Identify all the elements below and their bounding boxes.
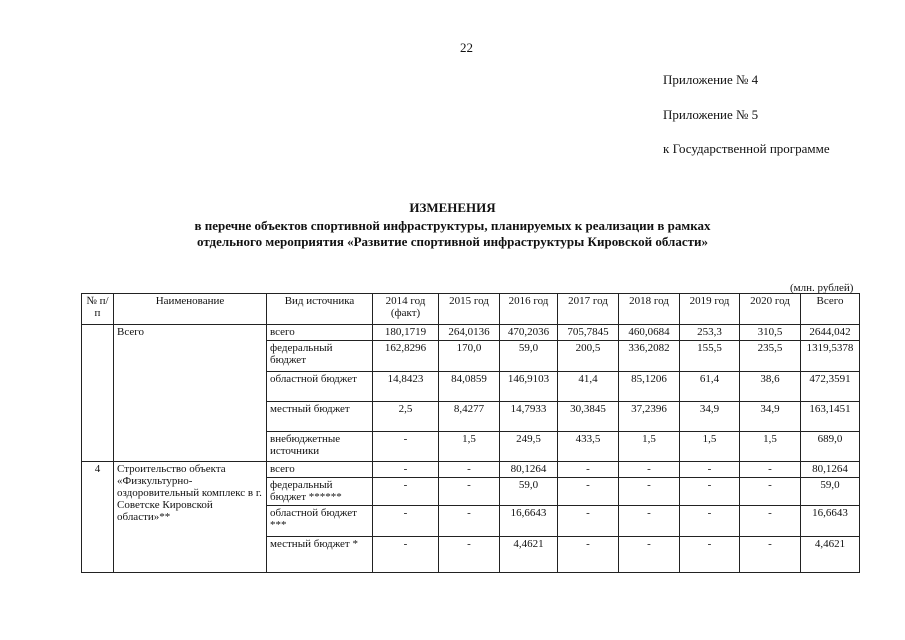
value-cell: 59,0 (500, 478, 558, 506)
value-cell: 235,5 (740, 341, 801, 372)
value-cell: 41,4 (558, 372, 619, 402)
table-body (82, 325, 860, 573)
appendix-line-1: Приложение № 4 (663, 72, 759, 87)
value-cell: 146,9103 (500, 372, 558, 402)
value-cell: 59,0 (500, 341, 558, 372)
object-name: Всего (114, 325, 267, 462)
value-cell: 1,5 (619, 432, 680, 462)
value-cell: - (373, 478, 439, 506)
value-cell: 705,7845 (558, 325, 619, 341)
value-cell: 85,1206 (619, 372, 680, 402)
value-cell: - (439, 478, 500, 506)
column-header: № п/п (82, 294, 114, 325)
object-name: Строительство объекта «Физкультурно-оздоровительный комплекс в г. Советске Кировской области»** (114, 462, 267, 573)
value-cell: 2644,042 (801, 325, 860, 341)
value-cell: 336,2082 (619, 341, 680, 372)
row-number (82, 325, 114, 462)
document-title-line-2: отдельного мероприятия «Развитие спортивной инфраструктуры Кировской области» (196, 234, 708, 249)
value-cell: 689,0 (801, 432, 860, 462)
document-title-line-1: в перечне объектов спортивной инфраструктуры, планируемых к реализации в рамках (194, 218, 711, 233)
value-cell: 4,4621 (801, 537, 860, 573)
value-cell: 34,9 (680, 402, 740, 432)
value-cell: - (558, 462, 619, 478)
value-cell: 16,6643 (801, 506, 860, 537)
value-cell: 14,8423 (373, 372, 439, 402)
funding-source: областной бюджет (267, 372, 373, 402)
value-cell: 30,3845 (558, 402, 619, 432)
column-header: Вид источника (267, 294, 373, 325)
value-cell: 4,4621 (500, 537, 558, 573)
value-cell: - (740, 478, 801, 506)
value-cell: 80,1264 (500, 462, 558, 478)
infrastructure-table (81, 293, 860, 573)
funding-source: внебюджетные источники (267, 432, 373, 462)
value-cell: - (439, 462, 500, 478)
value-cell: - (680, 506, 740, 537)
value-cell: 14,7933 (500, 402, 558, 432)
page-number: 22 (460, 40, 473, 55)
value-cell: 8,4277 (439, 402, 500, 432)
value-cell: - (619, 506, 680, 537)
value-cell: - (740, 506, 801, 537)
funding-source: всего (267, 325, 373, 341)
value-cell: - (373, 506, 439, 537)
table-header-row (82, 294, 860, 325)
document-heading: ИЗМЕНЕНИЯ (409, 200, 496, 215)
value-cell: 84,0859 (439, 372, 500, 402)
row-number: 4 (82, 462, 114, 573)
value-cell: - (619, 462, 680, 478)
value-cell: 249,5 (500, 432, 558, 462)
column-header: Всего (801, 294, 860, 325)
value-cell: 37,2396 (619, 402, 680, 432)
column-header: 2017 год (558, 294, 619, 325)
value-cell: - (558, 478, 619, 506)
value-cell: 200,5 (558, 341, 619, 372)
funding-source: местный бюджет * (267, 537, 373, 573)
column-header: 2014 год (факт) (373, 294, 439, 325)
value-cell: 433,5 (558, 432, 619, 462)
value-cell: 1,5 (680, 432, 740, 462)
appendix-line-3: к Государственной программе (663, 141, 830, 156)
value-cell: 1,5 (740, 432, 801, 462)
column-header: Наименование (114, 294, 267, 325)
value-cell: 38,6 (740, 372, 801, 402)
value-cell: 1319,5378 (801, 341, 860, 372)
value-cell: 180,1719 (373, 325, 439, 341)
value-cell: - (558, 506, 619, 537)
value-cell: 472,3591 (801, 372, 860, 402)
value-cell: 59,0 (801, 478, 860, 506)
unit-note: (млн. рублей) (790, 282, 854, 294)
column-header: 2016 год (500, 294, 558, 325)
value-cell: - (740, 537, 801, 573)
value-cell: 163,1451 (801, 402, 860, 432)
value-cell: 310,5 (740, 325, 801, 341)
value-cell: 460,0684 (619, 325, 680, 341)
table-row (82, 462, 860, 478)
value-cell: 170,0 (439, 341, 500, 372)
table-row (82, 325, 860, 341)
funding-source: федеральный бюджет (267, 341, 373, 372)
value-cell: 1,5 (439, 432, 500, 462)
value-cell: - (439, 537, 500, 573)
funding-source: местный бюджет (267, 402, 373, 432)
value-cell: - (680, 537, 740, 573)
value-cell: - (680, 478, 740, 506)
value-cell: 470,2036 (500, 325, 558, 341)
value-cell: - (558, 537, 619, 573)
column-header: 2015 год (439, 294, 500, 325)
value-cell: 264,0136 (439, 325, 500, 341)
value-cell: - (373, 537, 439, 573)
funding-source: областной бюджет *** (267, 506, 373, 537)
value-cell: 162,8296 (373, 341, 439, 372)
value-cell: 16,6643 (500, 506, 558, 537)
value-cell: - (680, 462, 740, 478)
column-header: 2018 год (619, 294, 680, 325)
column-header: 2020 год (740, 294, 801, 325)
value-cell: 34,9 (740, 402, 801, 432)
appendix-line-2: Приложение № 5 (663, 107, 759, 122)
value-cell: 253,3 (680, 325, 740, 341)
value-cell: - (740, 462, 801, 478)
value-cell: 80,1264 (801, 462, 860, 478)
value-cell: - (373, 432, 439, 462)
funding-source: всего (267, 462, 373, 478)
value-cell: - (619, 537, 680, 573)
funding-source: федеральный бюджет ****** (267, 478, 373, 506)
value-cell: - (373, 462, 439, 478)
value-cell: 155,5 (680, 341, 740, 372)
value-cell: 61,4 (680, 372, 740, 402)
value-cell: - (619, 478, 680, 506)
column-header: 2019 год (680, 294, 740, 325)
value-cell: - (439, 506, 500, 537)
value-cell: 2,5 (373, 402, 439, 432)
